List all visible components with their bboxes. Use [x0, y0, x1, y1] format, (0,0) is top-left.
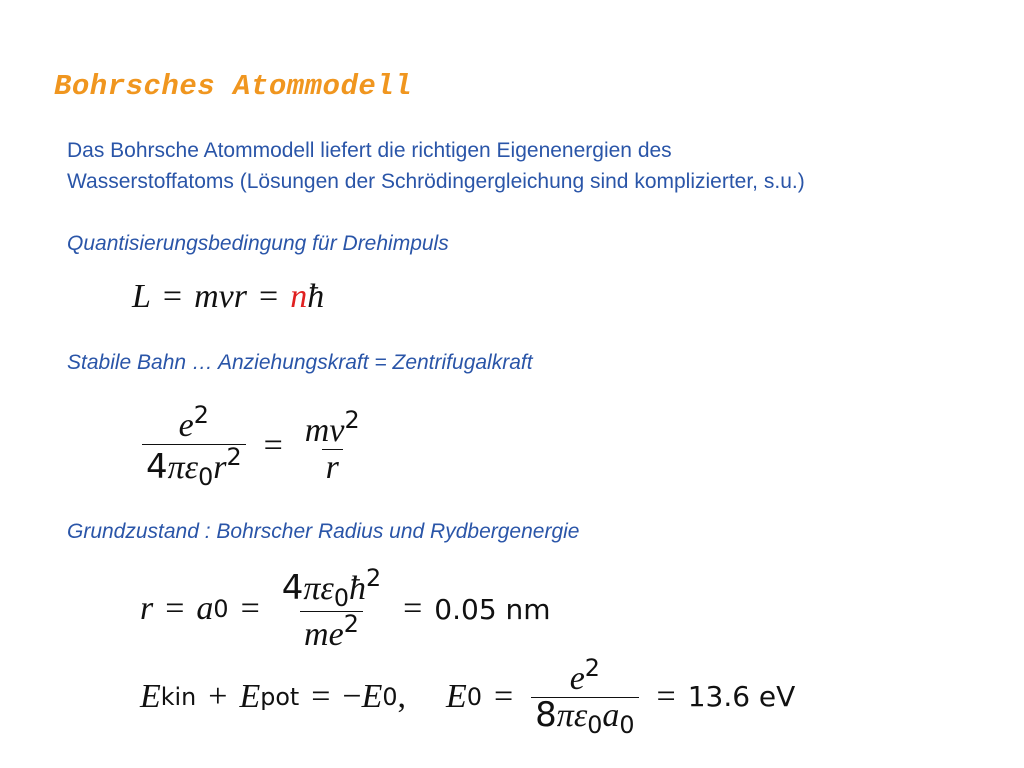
- bohr-radius-fraction: $\frac{4\pi\varepsilon_0ħ^2}{me^2}$: [281, 564, 382, 654]
- coulomb-fraction: $\frac{e^2}{4\pi\varepsilon_0r^2}$: [142, 403, 246, 490]
- slide-title: Bohrsches Atommodell: [54, 70, 413, 103]
- rydberg-energy-value: 13.6 eV: [687, 680, 796, 714]
- formula-force-balance: $\frac{e^2}{4\pi\varepsilon_0r^2}$ = $\frac{mv^2}{r}$: [136, 403, 370, 490]
- heading-quantization: Quantisierungsbedingung für Drehimpuls: [67, 232, 449, 255]
- formula-energy: E kin + E pot = − E 0 , E 0 = $\frac{e^2}{8\pi\varepsilon_0a_0}$ = 13.6 eV: [140, 654, 796, 739]
- centrifugal-fraction: $\frac{mv^2}{r}$: [304, 405, 360, 486]
- quantum-number-n: n: [290, 278, 308, 315]
- intro-text: [67, 135, 805, 197]
- bohr-radius-value: 0.05 nm: [434, 592, 551, 626]
- rydberg-fraction: $\frac{e^2}{8\pi\varepsilon_0a_0}$: [531, 656, 638, 738]
- intro-line-1: Das Bohrsche Atommodell liefert die richtigen Eigenenergien des: [67, 139, 672, 162]
- heading-orbit: Stabile Bahn … Anziehungskraft = Zentrifugalkraft: [67, 351, 533, 374]
- intro-line-2: Wasserstoffatoms (Lösungen der Schrödingergleichung sind komplizierter, s.u.): [67, 170, 805, 193]
- heading-ground-state: Grundzustand : Bohrscher Radius und Rydbergenergie: [67, 520, 580, 543]
- formula-bohr-radius: r = a 0 = $\frac{4\pi\varepsilon_0ħ^2}{me^2}$ = 0.05 nm: [140, 564, 551, 654]
- formula-angular-momentum: L = mvr = n ħ: [132, 278, 325, 315]
